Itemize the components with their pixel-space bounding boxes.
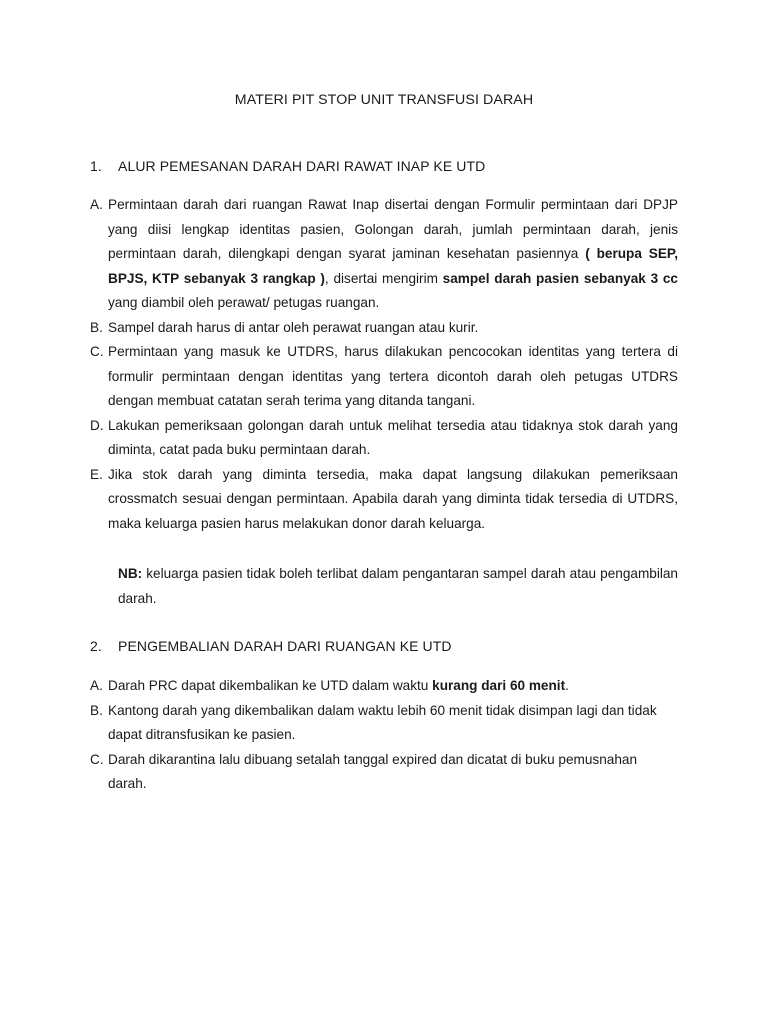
section-2 [90, 638, 678, 797]
list-marker: C. [90, 344, 104, 359]
list-item [90, 193, 678, 316]
list-item [90, 674, 678, 699]
text-run: , disertai mengirim [324, 270, 443, 286]
list-item-text: Sampel darah harus di antar oleh perawat ruangan atau kurir. [108, 319, 479, 335]
list-item [90, 463, 678, 537]
section-title: ALUR PEMESANAN DARAH DARI RAWAT INAP KE UTD [118, 158, 486, 174]
list-item [90, 414, 678, 463]
bold-text-run: sampel darah pasien sebanyak 3 cc [442, 270, 678, 286]
list-item-text: Darah dikarantina lalu dibuang setalah tanggal expired dan dicatat di buku pemusnahan darah. [108, 751, 638, 791]
list-item [90, 699, 678, 748]
list-item-text: Permintaan yang masuk ke UTDRS, harus dilakukan pencocokan identitas yang tertera di formulir permintaan dengan identitas yang tertera dicontoh darah oleh petugas UTDRS dengan membuat catatan serah terima yang ditanda tangani. [108, 344, 678, 408]
list-item [90, 316, 678, 341]
note-text: keluarga pasien tidak boleh terlibat dalam pengantaran sampel darah atau pengambilan darah. [118, 566, 678, 606]
document-title: MATERI PIT STOP UNIT TRANSFUSI DARAH [234, 92, 534, 108]
list-item-text [108, 674, 678, 699]
list-marker: D. [90, 417, 104, 433]
list-item [90, 340, 678, 414]
list-item-text [108, 193, 678, 316]
list-marker: E. [90, 466, 103, 482]
section-2-list [90, 674, 678, 797]
text-run: yang diambil oleh perawat/ petugas ruangan. [108, 295, 380, 310]
list-marker: C. [90, 751, 104, 767]
text-run: . [565, 678, 569, 693]
section-heading [90, 158, 678, 174]
bold-text-run: ( berupa SEP, BPJS, KTP sebanyak 3 rangkap ) [108, 246, 678, 286]
note-label: NB: [118, 566, 143, 581]
text-run: Darah PRC dapat dikembalikan ke UTD dalam waktu [108, 678, 433, 693]
section-1 [90, 158, 678, 536]
list-marker: B. [90, 319, 103, 335]
section-1-list [90, 193, 678, 536]
note-paragraph [118, 562, 678, 611]
section-number: 2. [90, 638, 102, 654]
list-item [90, 748, 678, 797]
text-run: Permintaan darah dari ruangan Rawat Inap disertai dengan Formulir permintaan dari DPJP yang diisi lengkap identitas pasien, Golongan darah, jumlah permintaan darah, jenis permintaan darah, dilengkapi dengan syarat jaminan kesehatan pasiennya [108, 197, 678, 261]
list-item-text: Kantong darah yang dikembalikan dalam waktu lebih 60 menit tidak disimpan lagi dan tidak dapat ditransfusikan ke pasien. [108, 702, 657, 742]
section-title: PENGEMBALIAN DARAH DARI RUANGAN KE UTD [118, 638, 452, 654]
list-item-text: Jika stok darah yang diminta tersedia, maka dapat langsung dilakukan pemeriksaan crossmatch sesuai dengan permintaan. Apabila darah yang diminta tidak tersedia di UTDRS, maka keluarga pasien harus melakukan donor darah keluarga. [108, 466, 678, 531]
section-heading [90, 638, 678, 654]
section-number: 1. [90, 158, 102, 174]
list-marker: B. [90, 702, 103, 718]
list-marker: A. [90, 197, 103, 212]
bold-text-run: kurang dari 60 menit [432, 678, 566, 693]
list-item-text: Lakukan pemeriksaan golongan darah untuk melihat tersedia atau tidaknya stok darah yang diminta, catat pada buku permintaan darah. [108, 417, 678, 457]
list-marker: A. [90, 678, 103, 693]
